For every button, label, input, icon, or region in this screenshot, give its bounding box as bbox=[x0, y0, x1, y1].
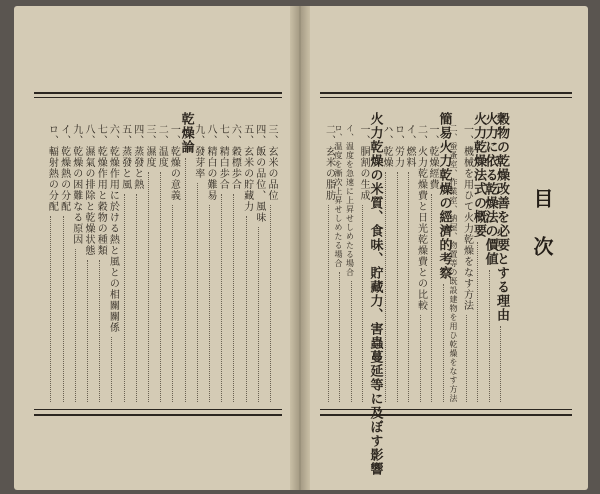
right-toc-entry: イ、温度を急速に上昇せしめたる場合 bbox=[345, 124, 355, 277]
right-toc-dot-leader bbox=[443, 284, 444, 402]
right-toc-entry: 二、蚕蚤室、作業室、納屋、物置等の既設建物を用ひ乾燥をなす方法 bbox=[449, 124, 458, 403]
left-toc-entry: イ、乾燥熱の分配 bbox=[58, 124, 70, 212]
right-toc-entry: ロ、温度を漸次上昇せしめたる場合 bbox=[334, 124, 343, 268]
right-toc-dot-leader bbox=[351, 281, 352, 402]
right-toc-entry: 火力乾燥の米質、食味、貯藏力、害蟲蔓延等に及ぼす影響 bbox=[367, 112, 383, 476]
left-toc-entry: 九、發芽率 bbox=[192, 124, 204, 179]
left-toc-entry: 七、乾燥作用と穀物の種類 bbox=[95, 124, 107, 256]
right-top-rule-2 bbox=[320, 97, 572, 98]
left-toc-entry: ロ、輻射熱の分配 bbox=[46, 124, 58, 212]
left-toc-dot-leader bbox=[87, 260, 88, 402]
left-toc-entry: 乾燥論 bbox=[178, 112, 194, 154]
left-toc-dot-leader bbox=[233, 194, 234, 402]
left-toc-dot-leader bbox=[111, 337, 112, 402]
left-toc-entry: 七、精白歩合 bbox=[217, 124, 229, 190]
right-toc-entry: 二、火力乾燥費と日光乾燥費との比較 bbox=[415, 124, 427, 311]
left-bottom-rule-1 bbox=[34, 409, 282, 410]
right-toc-entry: 火力乾燥法式の概要 bbox=[471, 112, 486, 238]
left-toc-dot-leader bbox=[124, 194, 125, 402]
right-toc-entry: ロ、労力 bbox=[392, 124, 404, 168]
contents-title: 目次 bbox=[530, 188, 554, 284]
left-top-rule-2 bbox=[34, 97, 282, 98]
right-toc-entry: 二、玄米の脂肪 bbox=[323, 124, 335, 201]
left-toc-dot-leader bbox=[270, 205, 271, 402]
left-toc-dot-leader bbox=[160, 172, 161, 402]
right-bottom-rule-1 bbox=[320, 409, 572, 410]
right-toc-entry: 簡易火力乾燥の經濟的考察 bbox=[436, 112, 452, 280]
left-toc-dot-leader bbox=[148, 172, 149, 402]
right-toc-dot-leader bbox=[477, 242, 478, 402]
right-bottom-rule-2 bbox=[320, 414, 572, 416]
left-page bbox=[14, 6, 297, 490]
left-toc-entry: 一、乾燥の意義 bbox=[168, 124, 180, 201]
book-gutter bbox=[290, 6, 310, 490]
left-toc-dot-leader bbox=[209, 205, 210, 402]
left-toc-entry: 二、温度 bbox=[156, 124, 168, 168]
left-toc-entry: 六、穀標歩合 bbox=[229, 124, 241, 190]
right-toc-entry: ハ、乾燥 bbox=[381, 124, 392, 168]
left-toc-dot-leader bbox=[197, 183, 198, 402]
right-toc-entry: 穀物の乾燥改善を必要とする理由 bbox=[494, 112, 509, 322]
left-toc-entry: 四、蒸發と熱 bbox=[131, 124, 143, 190]
right-toc-entry: 一、乾燥經費 bbox=[427, 124, 438, 190]
right-toc-dot-leader bbox=[397, 172, 398, 402]
left-toc-dot-leader bbox=[246, 216, 247, 402]
left-toc-dot-leader bbox=[221, 194, 222, 402]
left-toc-entry: 三、濕度 bbox=[144, 124, 155, 168]
left-toc-dot-leader bbox=[99, 260, 100, 402]
left-toc-entry: 五、玄米の貯藏力 bbox=[241, 124, 253, 212]
left-toc-dot-leader bbox=[63, 216, 64, 402]
right-toc-dot-leader bbox=[431, 194, 432, 402]
right-toc-dot-leader bbox=[385, 172, 386, 402]
left-toc-dot-leader bbox=[172, 205, 173, 402]
left-bottom-rule-2 bbox=[34, 414, 282, 416]
left-toc-dot-leader bbox=[185, 158, 186, 402]
left-toc-dot-leader bbox=[136, 194, 137, 402]
left-toc-entry: 八、精白の難易 bbox=[205, 124, 216, 201]
right-toc-dot-leader bbox=[362, 205, 363, 402]
left-toc-dot-leader bbox=[258, 227, 259, 402]
right-toc-dot-leader bbox=[420, 315, 421, 402]
left-toc-entry: 八、濕氣の排除と乾燥状態 bbox=[83, 124, 94, 256]
left-toc-entry: 三、玄米の品位 bbox=[266, 124, 277, 201]
left-toc-entry: 九、乾燥の困難なる原因 bbox=[70, 124, 82, 245]
left-toc-entry: 六、乾燥作用に於ける熱と風との相關關係 bbox=[107, 124, 119, 333]
left-toc-dot-leader bbox=[75, 249, 76, 402]
right-toc-dot-leader bbox=[466, 315, 467, 402]
left-toc-entry: 四、飯の品位、風味 bbox=[253, 124, 265, 223]
right-toc-entry: 一、機械を用ひて火力乾燥をなす方法 bbox=[461, 124, 473, 311]
right-toc-dot-leader bbox=[408, 172, 409, 402]
left-top-rule-1 bbox=[34, 92, 282, 94]
left-toc-dot-leader bbox=[50, 216, 51, 402]
right-top-rule-1 bbox=[320, 92, 572, 94]
right-toc-dot-leader bbox=[339, 272, 340, 402]
right-toc-dot-leader bbox=[489, 270, 490, 402]
right-toc-entry: 一、胴割の生成 bbox=[358, 124, 369, 201]
right-toc-entry: 火力に依る乾燥法の價値 bbox=[482, 112, 498, 266]
right-toc-entry: イ、燃料 bbox=[404, 124, 415, 168]
left-toc-entry: 五、蒸發と風 bbox=[119, 124, 131, 190]
right-toc-dot-leader bbox=[500, 326, 501, 402]
right-toc-dot-leader bbox=[328, 205, 329, 402]
